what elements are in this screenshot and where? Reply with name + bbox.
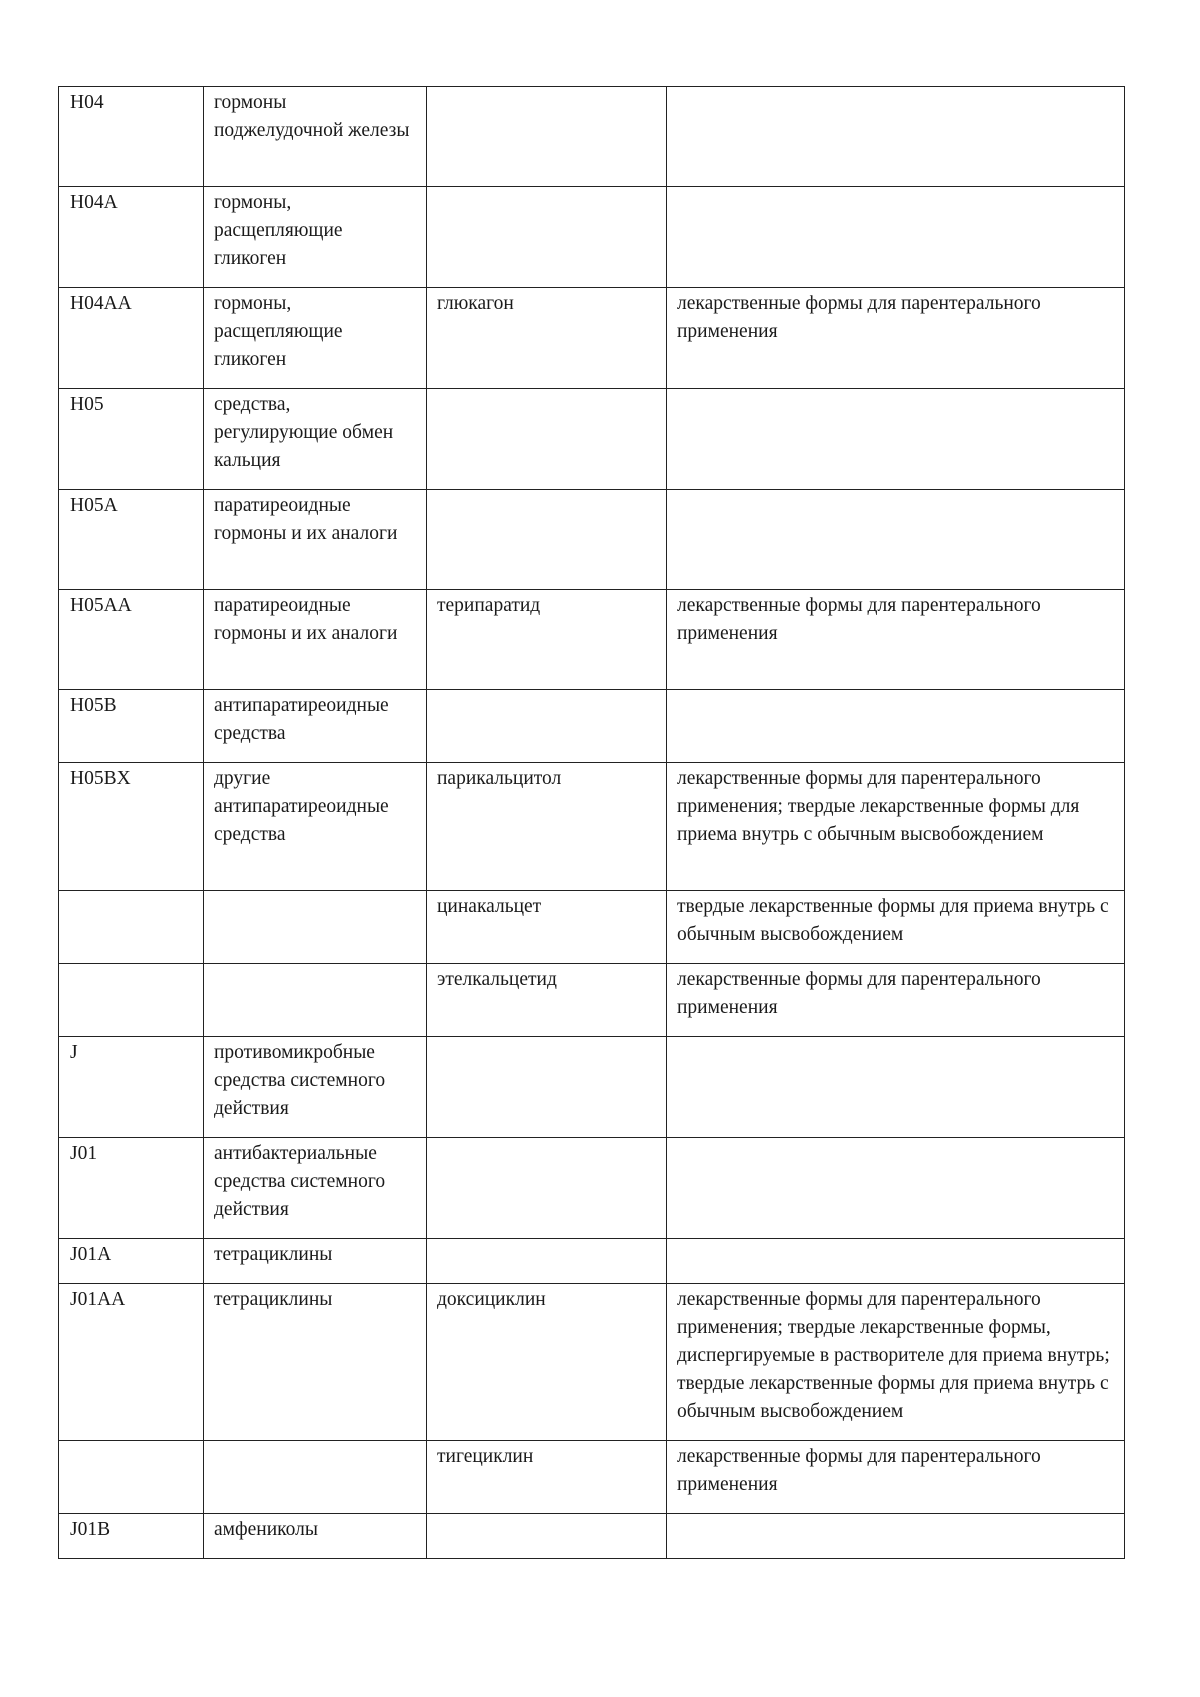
dosage-form-cell: лекарственные формы для парентерального применения; твердые лекарственные формы для приема внутрь с обычным высвобождением [667,763,1125,891]
drug-name-cell: тигециклин [427,1441,667,1514]
dosage-form-cell: лекарственные формы для парентерального применения [667,288,1125,389]
atc-code-cell [59,964,204,1037]
drug-name-cell [427,389,667,490]
table-row [59,1441,1125,1514]
table-row [59,964,1125,1037]
group-name-cell: паратиреоидные гормоны и их аналоги [204,590,427,690]
drug-name-cell [427,1239,667,1284]
group-name-cell [204,891,427,964]
atc-code-cell [59,1441,204,1514]
atc-code-cell: H04AA [59,288,204,389]
drug-name-cell [427,1037,667,1138]
atc-code-cell [59,891,204,964]
atc-code-cell: J01A [59,1239,204,1284]
atc-code-cell: H05AA [59,590,204,690]
group-name-cell: другие антипаратиреоидные средства [204,763,427,891]
drug-name-cell: терипаратид [427,590,667,690]
atc-code-cell: H05BX [59,763,204,891]
table-row [59,690,1125,763]
atc-code-cell: H04 [59,87,204,187]
table-row [59,1239,1125,1284]
table-row [59,87,1125,187]
group-name-cell: противомикробные средства системного действия [204,1037,427,1138]
dosage-form-cell [667,690,1125,763]
dosage-form-cell [667,389,1125,490]
atc-code-cell: H04A [59,187,204,288]
dosage-form-cell [667,490,1125,590]
dosage-form-cell: лекарственные формы для парентерального применения [667,1441,1125,1514]
drug-name-cell [427,490,667,590]
dosage-form-cell [667,187,1125,288]
table-row [59,891,1125,964]
dosage-form-cell [667,1239,1125,1284]
drug-name-cell: глюкагон [427,288,667,389]
drug-classification-table [58,86,1125,1559]
drug-name-cell: парикальцитол [427,763,667,891]
table-row [59,1514,1125,1559]
dosage-form-cell [667,1514,1125,1559]
group-name-cell: гормоны, расщепляющие гликоген [204,187,427,288]
table-row [59,763,1125,891]
table-row [59,490,1125,590]
dosage-form-cell: лекарственные формы для парентерального применения; твердые лекарственные формы, диспергируемые в растворителе для приема внутрь; твердые лекарственные формы для приема внутрь с обычным высвобождением [667,1284,1125,1441]
group-name-cell: гормоны, расщепляющие гликоген [204,288,427,389]
drug-name-cell [427,690,667,763]
atc-code-cell: J01 [59,1138,204,1239]
atc-code-cell: J01AA [59,1284,204,1441]
table-row [59,288,1125,389]
dosage-form-cell [667,87,1125,187]
table-row [59,1284,1125,1441]
group-name-cell: антипаратиреоидные средства [204,690,427,763]
table-row [59,1138,1125,1239]
drug-name-cell: цинакальцет [427,891,667,964]
group-name-cell [204,1441,427,1514]
dosage-form-cell [667,1037,1125,1138]
dosage-form-cell [667,1138,1125,1239]
group-name-cell: гормоны поджелудочной железы [204,87,427,187]
drug-name-cell: этелкальцетид [427,964,667,1037]
group-name-cell: средства, регулирующие обмен кальция [204,389,427,490]
atc-code-cell: H05A [59,490,204,590]
table-body [59,87,1125,1559]
atc-code-cell: J [59,1037,204,1138]
table-row [59,590,1125,690]
group-name-cell [204,964,427,1037]
atc-code-cell: H05B [59,690,204,763]
dosage-form-cell: лекарственные формы для парентерального применения [667,590,1125,690]
group-name-cell: паратиреоидные гормоны и их аналоги [204,490,427,590]
table-row [59,1037,1125,1138]
dosage-form-cell: лекарственные формы для парентерального применения [667,964,1125,1037]
group-name-cell: тетрациклины [204,1239,427,1284]
drug-name-cell [427,87,667,187]
drug-name-cell [427,1514,667,1559]
drug-name-cell [427,187,667,288]
drug-name-cell [427,1138,667,1239]
table-row [59,187,1125,288]
drug-name-cell: доксициклин [427,1284,667,1441]
group-name-cell: амфениколы [204,1514,427,1559]
atc-code-cell: H05 [59,389,204,490]
table-row [59,389,1125,490]
dosage-form-cell: твердые лекарственные формы для приема внутрь с обычным высвобождением [667,891,1125,964]
group-name-cell: антибактериальные средства системного действия [204,1138,427,1239]
group-name-cell: тетрациклины [204,1284,427,1441]
atc-code-cell: J01B [59,1514,204,1559]
